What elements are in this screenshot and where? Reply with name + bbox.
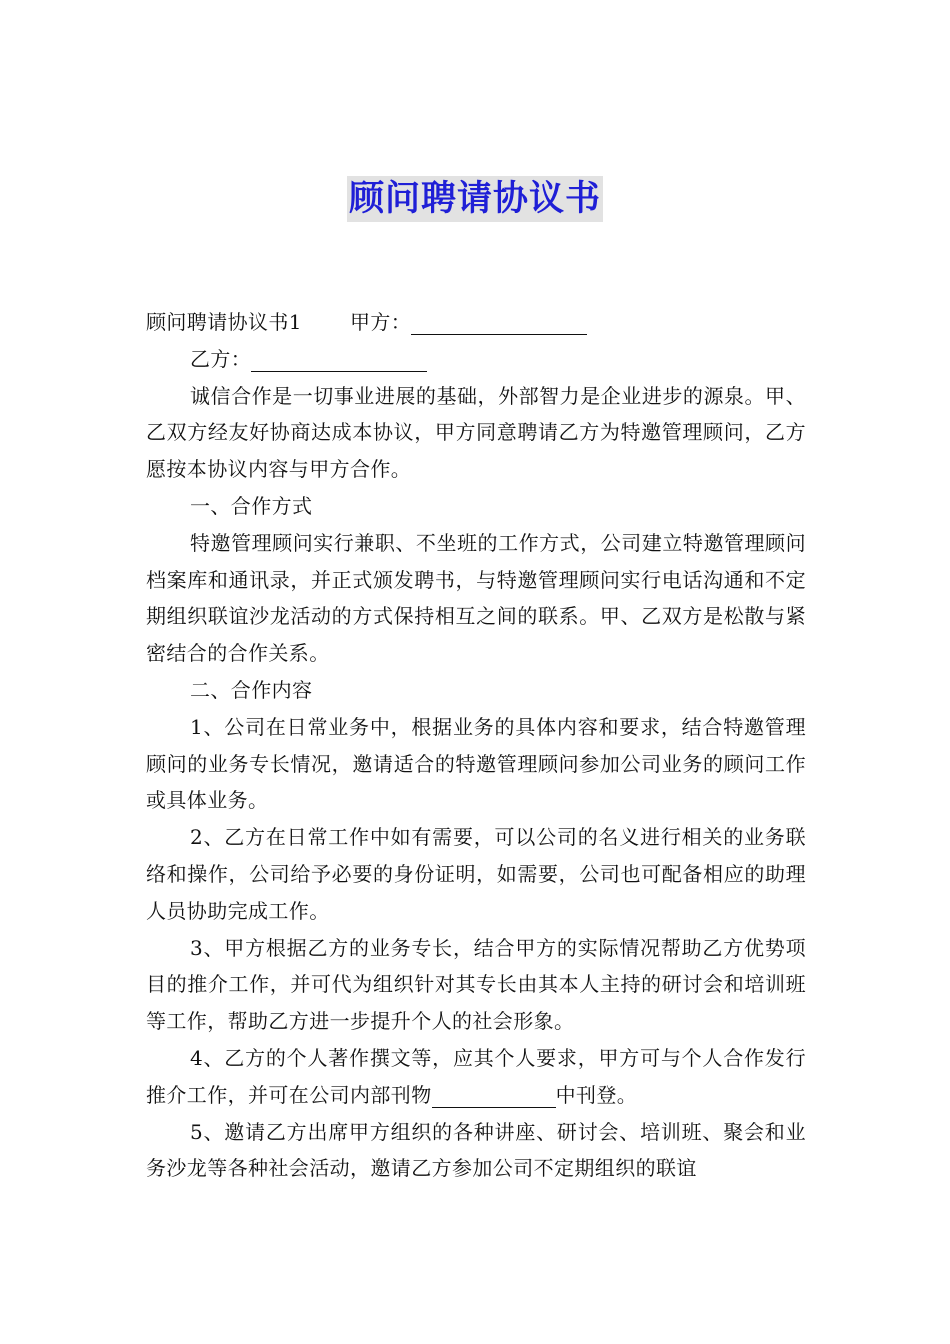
header-line (146, 304, 806, 341)
item1-paragraph: 1、公司在日常业务中，根据业务的具体内容和要求，结合特邀管理顾问的业务专长情况，邀请适合的特邀管理顾问参加公司业务的顾问工作或具体业务。 (146, 714, 806, 813)
section2-heading: 二、合作内容 (190, 677, 313, 702)
section1-paragraph: 特邀管理顾问实行兼职、不坐班的工作方式，公司建立特邀管理顾问档案库和通讯录，并正式颁发聘书，与特邀管理顾问实行电话沟通和不定期组织联谊沙龙活动的方式保持相互之间的联系。甲、乙双方是松散与紧密结合的合作关系。 (146, 530, 806, 666)
party-a-blank (411, 310, 587, 335)
party-b-line (146, 341, 806, 378)
item3-paragraph: 3、甲方根据乙方的业务专长，结合甲方的实际情况帮助乙方优势项目的推介工作，并可代为组织针对其专长由其本人主持的研讨会和培训班等工作，帮助乙方进一步提升个人的社会形象。 (146, 935, 806, 1034)
item2-paragraph: 2、乙方在日常工作中如有需要，可以公司的名义进行相关的业务联络和操作，公司给予必要的身份证明，如需要，公司也可配备相应的助理人员协助完成工作。 (146, 825, 806, 923)
item4-paragraph (146, 1040, 806, 1114)
intro-paragraph: 诚信合作是一切事业进展的基础，外部智力是企业进步的源泉。甲、乙双方经友好协商达成本协议，甲方同意聘请乙方为特邀管理顾问，乙方愿按本协议内容与甲方合作。 (146, 383, 806, 482)
publication-blank (432, 1083, 556, 1108)
doc-number-label: 顾问聘请协议书1 (146, 310, 302, 334)
item5-paragraph: 5、邀请乙方出席甲方组织的各种讲座、研讨会、培训班、聚会和业务沙龙等各种社会活动，邀请乙方参加公司不定期组织的联谊 (146, 1119, 806, 1181)
party-b-blank (251, 347, 427, 372)
title-block (0, 176, 950, 222)
document-title: 顾问聘请协议书 (347, 176, 603, 222)
party-a-label: 甲方： (349, 310, 412, 334)
section1-heading: 一、合作方式 (190, 493, 313, 518)
item4-text-after: 中刊登。 (555, 1082, 638, 1107)
party-b-label: 乙方： (190, 346, 252, 371)
document-body (146, 304, 806, 1187)
item4-text-before: 4、乙方的个人著作撰文等，应其个人要求，甲方可与个人合作发行推介工作，并可在公司内部刊物 (146, 1045, 806, 1107)
